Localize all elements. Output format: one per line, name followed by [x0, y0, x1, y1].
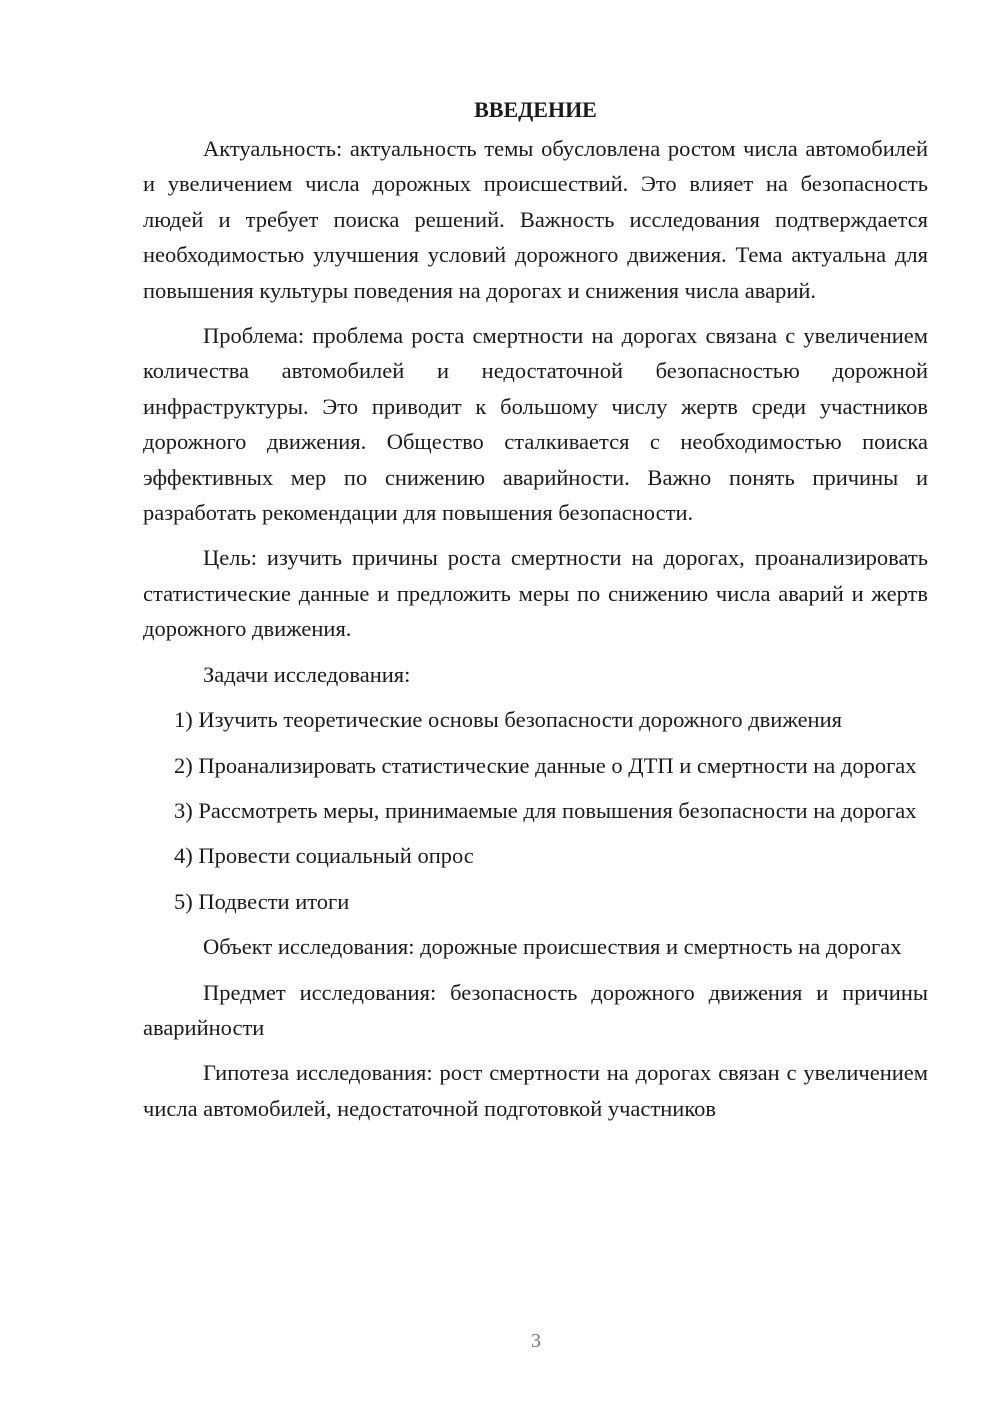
goal-paragraph: Цель: изучить причины роста смертности на дорогах, проанализировать статистические данные и предложить меры по снижению числа аварий и жертв дорожного движения.: [143, 545, 928, 642]
page-number: 3: [531, 1330, 541, 1352]
page-title: ВВЕДЕНИЕ: [474, 97, 597, 122]
relevance-paragraph: Актуальность: актуальность темы обусловлена ростом числа автомобилей и увеличением числа дорожных происшествий. Это влияет на безопасность людей и требует поиска решений. Важность исследования подтверждается необходимостью улучшения условий дорожного движения. Тема актуальна для повышения культуры поведения на дорогах и снижения числа аварий.: [143, 136, 928, 303]
task-item-3: 3) Рассмотреть меры, принимаемые для повышения безопасности на дорогах: [174, 797, 917, 823]
task-item-4: 4) Провести социальный опрос: [174, 843, 474, 869]
task-item-2: 2) Проанализировать статистические данные о ДТП и смертности на дорогах: [174, 752, 917, 778]
subject-paragraph: Предмет исследования: безопасность дорожного движения и причины аварийности: [143, 979, 928, 1040]
problem-paragraph: Проблема: проблема роста смертности на дорогах связана с увеличением количества автомобилей и недостаточной безопасностью дорожной инфраструктуры. Это приводит к большому числу жертв среди участников дорожного движения. Общество сталкивается с необходимостью поиска эффективных мер по снижению аварийности. Важно понять причины и разработать рекомендации для повышения безопасности.: [143, 323, 928, 526]
tasks-heading: Задачи исследования:: [203, 661, 411, 687]
hypothesis-paragraph: Гипотеза исследования: рост смертности на дорогах связан с увеличением числа автомобилей, недостаточной подготовкой участников: [143, 1060, 928, 1121]
task-item-1: 1) Изучить теоретические основы безопасности дорожного движения: [174, 707, 842, 733]
task-item-5: 5) Подвести итоги: [174, 888, 350, 914]
document-page: [143, 95, 928, 1136]
object-paragraph: Объект исследования: дорожные происшествия и смертность на дорогах: [203, 934, 902, 960]
